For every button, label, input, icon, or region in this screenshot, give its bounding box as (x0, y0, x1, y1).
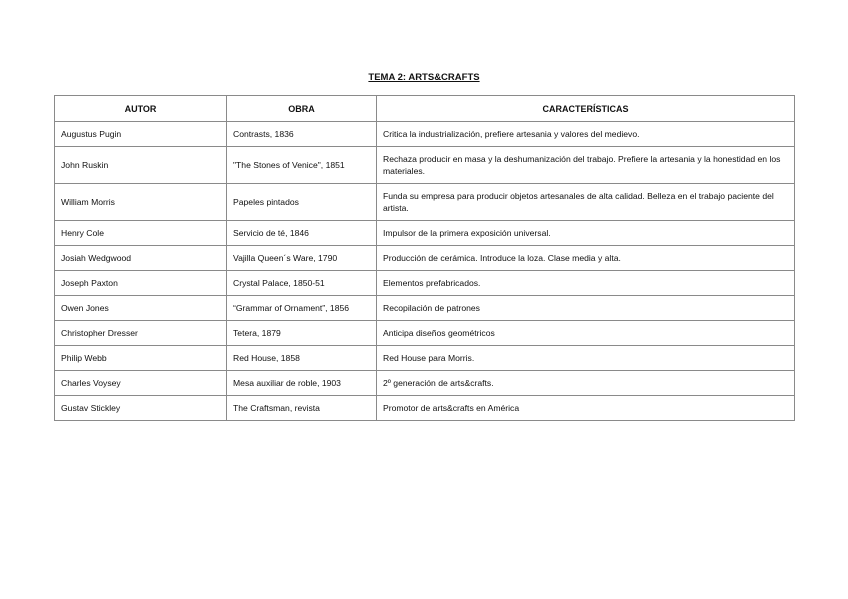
cell-autor: Josiah Wedgwood (55, 246, 227, 271)
cell-autor: Owen Jones (55, 296, 227, 321)
cell-caracteristicas: Impulsor de la primera exposición universal. (377, 221, 795, 246)
table-row (55, 184, 795, 221)
header-caracteristicas: CARACTERÍSTICAS (377, 96, 795, 122)
cell-obra: The Craftsman, revista (227, 396, 377, 421)
table-header-row (55, 96, 795, 122)
cell-autor: Augustus Pugin (55, 122, 227, 147)
cell-autor: Gustav Stickley (55, 396, 227, 421)
cell-caracteristicas: Elementos prefabricados. (377, 271, 795, 296)
header-autor: AUTOR (55, 96, 227, 122)
cell-caracteristicas: Funda su empresa para producir objetos artesanales de alta calidad. Belleza en el trabajo paciente del artista. (377, 184, 795, 221)
cell-obra: Tetera, 1879 (227, 321, 377, 346)
table-row (55, 396, 795, 421)
cell-autor: Philip Webb (55, 346, 227, 371)
cell-caracteristicas: 2º generación de arts&crafts. (377, 371, 795, 396)
cell-autor: Henry Cole (55, 221, 227, 246)
cell-caracteristicas: Red House para Morris. (377, 346, 795, 371)
header-obra: OBRA (227, 96, 377, 122)
cell-autor: William Morris (55, 184, 227, 221)
cell-caracteristicas: Promotor de arts&crafts en América (377, 396, 795, 421)
cell-obra: Contrasts, 1836 (227, 122, 377, 147)
cell-autor: Charles Voysey (55, 371, 227, 396)
cell-obra: Vajilla Queen´s Ware, 1790 (227, 246, 377, 271)
table-row (55, 246, 795, 271)
cell-caracteristicas: Recopilación de patrones (377, 296, 795, 321)
table-row (55, 122, 795, 147)
table-row (55, 371, 795, 396)
cell-caracteristicas: Producción de cerámica. Introduce la loza. Clase media y alta. (377, 246, 795, 271)
cell-obra: "The Stones of Venice", 1851 (227, 147, 377, 184)
table-row (55, 346, 795, 371)
cell-obra: Crystal Palace, 1850-51 (227, 271, 377, 296)
artists-table (54, 95, 795, 421)
document-title: TEMA 2: ARTS&CRAFTS (368, 72, 480, 83)
cell-autor: John Ruskin (55, 147, 227, 184)
table-row (55, 147, 795, 184)
cell-obra: Mesa auxiliar de roble, 1903 (227, 371, 377, 396)
cell-caracteristicas: Anticipa diseños geométricos (377, 321, 795, 346)
cell-caracteristicas: Rechaza producir en masa y la deshumanización del trabajo. Prefiere la artesania y la honestidad en los materiales. (377, 147, 795, 184)
cell-caracteristicas: Critica la industrialización, prefiere artesania y valores del medievo. (377, 122, 795, 147)
cell-autor: Christopher Dresser (55, 321, 227, 346)
cell-obra: Papeles pintados (227, 184, 377, 221)
cell-obra: “Grammar of Ornament”, 1856 (227, 296, 377, 321)
table-row (55, 296, 795, 321)
table-row (55, 221, 795, 246)
cell-obra: Servicio de té, 1846 (227, 221, 377, 246)
table-row (55, 271, 795, 296)
cell-obra: Red House, 1858 (227, 346, 377, 371)
table-row (55, 321, 795, 346)
cell-autor: Joseph Paxton (55, 271, 227, 296)
